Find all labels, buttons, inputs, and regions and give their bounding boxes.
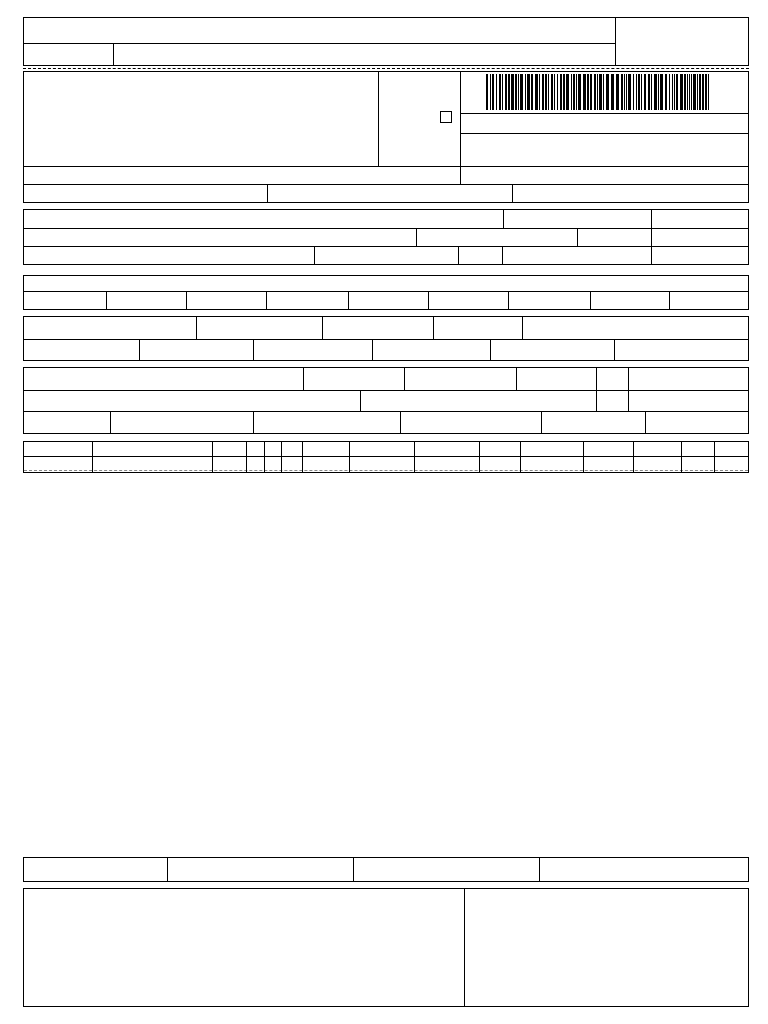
car-r2-div-1 <box>360 390 361 411</box>
barcode-bar <box>578 74 581 110</box>
issuer-bottom-line <box>24 166 748 167</box>
barcode-bar <box>654 74 657 110</box>
barcode-bar <box>527 74 530 110</box>
installments-line <box>24 291 748 292</box>
inst-div-2 <box>186 291 187 309</box>
barcode-bar <box>624 74 625 110</box>
barcode-bar <box>672 74 673 110</box>
additional-divider <box>464 889 465 1006</box>
barcode-bar <box>566 74 569 110</box>
barcode-bar <box>676 74 678 110</box>
prod-col-5 <box>281 442 282 472</box>
barcode-bar <box>531 74 533 110</box>
prod-col-13 <box>681 442 682 472</box>
barcode-bar <box>651 74 652 110</box>
barcode-bar <box>641 74 642 110</box>
barcode-bar <box>684 74 686 110</box>
barcode-bar <box>587 74 589 110</box>
barcode-bar <box>648 74 650 110</box>
car-r3-div-2 <box>253 411 254 433</box>
inst-div-8 <box>669 291 670 309</box>
barcode-bar <box>486 74 488 110</box>
tax-r2-div-1 <box>139 339 140 360</box>
barcode-bar <box>658 74 659 110</box>
r1-div-a <box>503 210 504 228</box>
tax-r1-div-1 <box>196 317 197 339</box>
tax-r2-div-3 <box>372 339 373 360</box>
prod-col-4 <box>264 442 265 472</box>
r3-div-a <box>314 246 315 264</box>
carrier-block <box>23 367 749 434</box>
barcode-bar <box>680 74 683 110</box>
car-r3-div-3 <box>400 411 401 433</box>
prod-col-11 <box>583 442 584 472</box>
barcode-bar <box>626 74 627 110</box>
barcode-bar <box>548 74 549 110</box>
barcode-bar <box>590 74 592 110</box>
barcode-bar <box>665 74 667 110</box>
products-table <box>23 441 749 473</box>
prod-col-3 <box>246 442 247 472</box>
header-divider-right <box>615 18 616 65</box>
car-r12-div-5 <box>628 368 629 411</box>
cut-line <box>23 68 749 69</box>
barcode-bar <box>687 74 688 110</box>
prod-col-1 <box>92 442 93 472</box>
barcode-area-divider <box>460 72 461 184</box>
barcode-bar <box>611 74 614 110</box>
issuer-row2-line <box>24 184 748 185</box>
barcode-bar <box>571 74 572 110</box>
barcode-bar <box>636 74 637 110</box>
prod-col-14 <box>714 442 715 472</box>
barcode-bar <box>573 74 575 110</box>
additional-data-block <box>23 888 749 1007</box>
tax-r1-div-3 <box>433 317 434 339</box>
row2-divider-b <box>512 184 513 202</box>
prod-col-9 <box>479 442 480 472</box>
barcode-bar <box>702 74 704 110</box>
barcode-bar <box>616 74 619 110</box>
barcode-bar <box>633 74 634 110</box>
barcode-bar <box>551 74 553 110</box>
prod-col-12 <box>633 442 634 472</box>
tax-r2-div-4 <box>490 339 491 360</box>
inst-div-7 <box>590 291 591 309</box>
barcode-bar <box>542 74 544 110</box>
barcode-bar <box>660 74 663 110</box>
installments-block <box>23 275 749 310</box>
barcode-bar <box>621 74 623 110</box>
prod-col-10 <box>520 442 521 472</box>
prod-col-6 <box>302 442 303 472</box>
car-r1-div-2 <box>404 368 405 390</box>
inst-div-3 <box>266 291 267 309</box>
barcode-bar <box>644 74 646 110</box>
header-small-cell-divider <box>113 43 114 65</box>
barcode-bar <box>699 74 701 110</box>
tax-r1-div-4 <box>522 317 523 339</box>
car-r3-div-4 <box>541 411 542 433</box>
recipient-line-1 <box>24 228 748 229</box>
inst-div-1 <box>106 291 107 309</box>
recipient-block <box>23 209 749 265</box>
inst-div-6 <box>508 291 509 309</box>
products-row-dashed <box>24 470 748 471</box>
prod-col-7 <box>349 442 350 472</box>
issuer-divider <box>378 72 379 166</box>
car-r1-div-1 <box>303 368 304 390</box>
prod-col-8 <box>414 442 415 472</box>
car-r3-div-5 <box>645 411 646 433</box>
barcode-bar <box>693 74 696 110</box>
barcode-bar <box>563 74 565 110</box>
barcode-under-line-2 <box>460 133 748 134</box>
barcode-bar <box>511 74 514 110</box>
recipient-line-2 <box>24 246 748 247</box>
barcode-under-line-1 <box>460 113 748 114</box>
barcode-bar <box>505 74 507 110</box>
barcode-bar <box>496 74 497 110</box>
issqn-div-2 <box>353 858 354 881</box>
barcode-bar <box>554 74 555 110</box>
car-r3-div-1 <box>110 411 111 433</box>
products-header-line <box>24 456 748 457</box>
barcode-bar <box>697 74 698 110</box>
barcode-bar <box>535 74 538 110</box>
tax-r2-div-2 <box>253 339 254 360</box>
r3-div-c <box>502 246 503 264</box>
barcode-bar <box>603 74 604 110</box>
inst-div-4 <box>348 291 349 309</box>
r2-div-b <box>577 228 578 246</box>
barcode-bar <box>490 74 491 110</box>
barcode-bar <box>539 74 540 110</box>
r1-div-b <box>651 210 652 264</box>
barcode-bar <box>628 74 631 110</box>
barcode-bar <box>674 74 675 110</box>
carrier-line-2 <box>24 411 748 412</box>
barcode-bar <box>638 74 640 110</box>
issqn-div-1 <box>167 858 168 881</box>
barcode-bar <box>576 74 577 110</box>
barcode-bar <box>560 74 562 110</box>
header-box <box>23 17 749 66</box>
inst-div-5 <box>428 291 429 309</box>
carrier-line-1 <box>24 390 748 391</box>
barcode-bar <box>583 74 586 110</box>
car-r1-div-3 <box>516 368 517 390</box>
tax-block <box>23 316 749 361</box>
barcode-icon <box>486 74 712 110</box>
barcode-bar <box>557 74 558 110</box>
r3-div-b <box>458 246 459 264</box>
car-r12-div-4 <box>596 368 597 411</box>
tax-line <box>24 339 748 340</box>
barcode-bar <box>518 74 519 110</box>
barcode-bar <box>689 74 690 110</box>
tax-r1-div-2 <box>322 317 323 339</box>
barcode-bar <box>597 74 598 110</box>
prod-col-2 <box>212 442 213 472</box>
barcode-bar <box>525 74 526 110</box>
r2-div-a <box>416 228 417 246</box>
barcode-bar <box>545 74 547 110</box>
issqn-div-3 <box>539 858 540 881</box>
barcode-bar <box>502 74 503 110</box>
barcode-bar <box>705 74 707 110</box>
barcode-bar <box>669 74 670 110</box>
barcode-bar <box>508 74 510 110</box>
barcode-bar <box>594 74 596 110</box>
tax-r2-div-5 <box>614 339 615 360</box>
row2-divider-a <box>267 184 268 202</box>
issqn-block <box>23 857 749 882</box>
barcode-bar <box>492 74 494 110</box>
barcode-bar <box>606 74 609 110</box>
barcode-bar <box>691 74 692 110</box>
barcode-bar <box>520 74 523 110</box>
barcode-bar <box>599 74 602 110</box>
option-checkbox[interactable] <box>440 111 452 123</box>
barcode-bar <box>708 74 709 110</box>
barcode-bar <box>515 74 517 110</box>
barcode-bar <box>499 74 501 110</box>
